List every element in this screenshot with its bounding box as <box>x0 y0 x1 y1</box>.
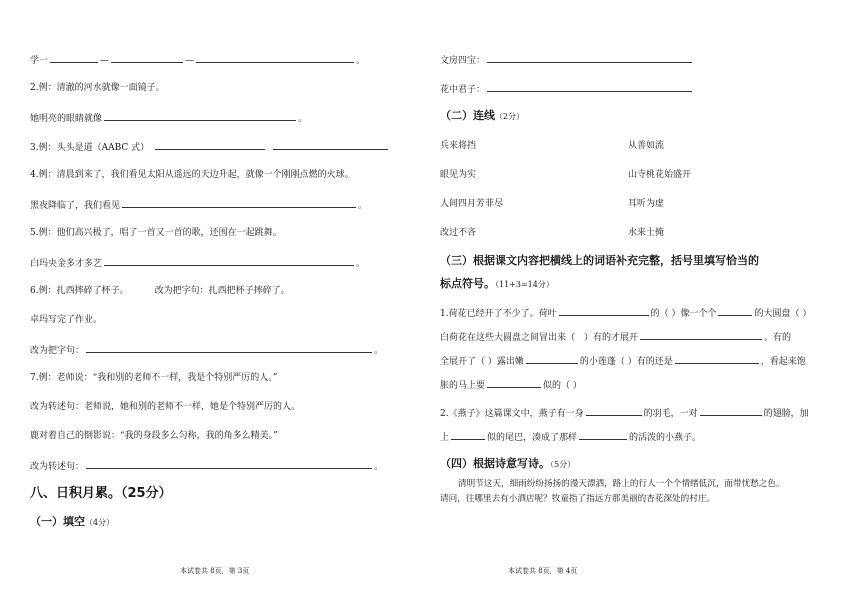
passage-text: 的大圆盘（ ） <box>754 309 812 319</box>
period: 。 <box>374 462 384 472</box>
answer-blank[interactable] <box>718 306 752 316</box>
q1-prefix: 学一 <box>30 56 49 66</box>
answer-blank[interactable] <box>86 459 372 469</box>
subsection-1-title: （一）填空 <box>30 515 85 528</box>
answer-blank[interactable] <box>451 430 485 440</box>
passage-text: 。有的 <box>764 333 792 343</box>
match-left-item[interactable]: 人间四月芳菲尽 <box>440 199 504 209</box>
passage-text: 全展开了（ ）露出嫩 <box>440 357 524 367</box>
passage-text: 白荷花在这些大圆盘之间冒出来（ ）有的才展开 <box>440 333 639 343</box>
passage-text: 的翅膀，加 <box>763 409 809 419</box>
answer-prompt: 改为转述句： <box>30 462 85 472</box>
question-7-sentence: 鹿对着自己的倒影说：“我的身段多么匀称，我的角多么精美。” <box>30 431 278 441</box>
question-6-example: 6.例：扎西摔碎了杯子。 <box>30 286 129 296</box>
subsection-1-score: （4分） <box>85 518 115 527</box>
answer-blank[interactable] <box>526 354 578 364</box>
passage-1-line2 <box>440 330 791 344</box>
match-right-item[interactable]: 从善如流 <box>628 141 665 151</box>
subsection-2-heading <box>440 109 524 124</box>
answer-blank[interactable] <box>487 378 541 388</box>
answer-prompt: 她明亮的眼睛就像 <box>30 114 103 124</box>
passage-2-line2 <box>440 430 701 444</box>
answer-blank[interactable] <box>675 354 759 364</box>
period: 。 <box>356 259 366 269</box>
subsection-2-title: （二）连线 <box>440 109 495 122</box>
match-left-item[interactable]: 改过不吝 <box>440 228 477 238</box>
answer-prompt: 黑夜降临了，我们看见 <box>30 201 121 211</box>
answer-blank[interactable] <box>155 140 265 150</box>
answer-blank[interactable] <box>559 306 649 316</box>
fill-label: 文房四宝： <box>440 56 486 66</box>
passage-text: 胀的马上要 <box>440 381 486 391</box>
question-4-answer <box>30 198 367 212</box>
passage-1-line1 <box>440 306 811 320</box>
period: 。 <box>298 114 308 124</box>
subsection-4-score: （5分） <box>550 460 576 469</box>
passage-text: 的小莲蓬（ ）有的还是 <box>579 357 673 367</box>
passage-text: 2.《燕子》这篇课文中，燕子有一身 <box>440 409 584 419</box>
question-7: 7.例：老师说：“我和别的老师不一样，我是个特别严厉的人。” <box>30 373 278 383</box>
fill-line-1 <box>440 53 694 67</box>
answer-blank[interactable] <box>586 406 642 416</box>
answer-blank[interactable] <box>579 430 627 440</box>
match-left-item[interactable]: 兵来将挡 <box>440 141 477 151</box>
subsection-3-heading-line2 <box>440 277 554 292</box>
answer-blank[interactable] <box>122 198 356 208</box>
match-right-item[interactable]: 山寺桃花始盛开 <box>628 170 692 180</box>
match-right-item[interactable]: 耳听为虚 <box>628 199 665 209</box>
subsection-3-heading-line1: （三）根据课文内容把横线上的词语补充完整，括号里填写恰当的 <box>440 254 759 267</box>
question-4: 4.例：清晨到来了，我们看见太阳从遥远的天边升起，就像一个刚刚点燃的火球。 <box>30 170 354 180</box>
answer-blank[interactable] <box>487 53 692 63</box>
question-2-answer <box>30 111 307 125</box>
fill-label: 花中君子： <box>440 85 486 95</box>
question-3 <box>30 140 390 154</box>
answer-prompt: 白玛央金多才多艺 <box>30 259 103 269</box>
answer-blank[interactable] <box>196 53 354 63</box>
q1-blank-line <box>30 53 365 67</box>
match-left-item[interactable]: 眼见为实 <box>440 170 477 180</box>
subsection-3-title: 标点符号。 <box>440 277 495 290</box>
poem-meaning-line2: 请问，往哪里去有小酒店呢？牧童指了指远方那美丽的杏花深处的村庄。 <box>440 494 716 504</box>
passage-1-line3 <box>440 354 806 368</box>
answer-prompt: 改为把字句： <box>30 346 85 356</box>
answer-blank[interactable] <box>86 343 372 353</box>
question-6 <box>30 285 290 297</box>
passage-text: 似的（ ） <box>543 381 582 391</box>
section-8-heading: 八、日积月累。（25分） <box>30 486 172 501</box>
answer-blank[interactable] <box>700 406 762 416</box>
answer-blank[interactable] <box>104 111 296 121</box>
answer-blank[interactable] <box>640 330 762 340</box>
question-5-answer <box>30 256 365 270</box>
subsection-1-heading <box>30 515 114 530</box>
passage-text: 似的尾巴，凑成了那样 <box>487 433 578 443</box>
question-7-example: 改为转述句：老师说，她和别的老师不一样，她是个特别严厉的人。 <box>30 402 301 412</box>
poem-meaning-line1: 清明节这天，细雨纷纷扬扬的漫天漂洒，路上的行人一个个情绪低沉，面带忧愁之色。 <box>458 479 785 489</box>
fill-line-2 <box>440 82 694 96</box>
subsection-3-score: （11+3=14分） <box>495 280 554 289</box>
subsection-4-title: （四）根据诗意写诗。 <box>440 457 550 470</box>
answer-blank[interactable] <box>487 82 692 92</box>
period: 。 <box>374 346 384 356</box>
match-right-item[interactable]: 水来土掩 <box>628 228 665 238</box>
period: 。 <box>358 201 368 211</box>
page-footer-left: 本试卷共 8页，第 3页 <box>180 567 250 575</box>
answer-blank[interactable] <box>104 256 354 266</box>
question-6-example-answer: 改为把字句：扎西把杯子摔碎了。 <box>154 286 290 296</box>
passage-1-line4 <box>440 378 582 392</box>
question-6-sentence: 卓玛写完了作业。 <box>30 315 103 325</box>
question-6-answer <box>30 343 383 357</box>
passage-text: 上 <box>440 433 450 443</box>
answer-blank[interactable] <box>273 140 388 150</box>
answer-blank[interactable] <box>111 53 183 63</box>
dash: — <box>185 56 195 66</box>
question-2: 2.例：清澈的河水就像一面镜子。 <box>30 83 165 93</box>
page-footer-right: 本试卷共 8页，第 4页 <box>508 567 578 575</box>
period: 。 <box>356 56 366 66</box>
passage-text: ，看起来饱 <box>760 357 806 367</box>
passage-text: 的活泼的小燕子。 <box>629 433 702 443</box>
subsection-2-score: （2分） <box>495 112 525 121</box>
passage-text: 的（ ）像一个个 <box>650 309 717 319</box>
answer-blank[interactable] <box>50 53 98 63</box>
passage-2-line1 <box>440 406 809 420</box>
question-7-answer <box>30 459 383 473</box>
passage-text: 的羽毛，一对 <box>643 409 698 419</box>
question-5: 5.例：他们高兴极了，唱了一首又一首的歌，还围在一起跳舞。 <box>30 228 282 238</box>
subsection-4-heading <box>440 457 575 472</box>
passage-text: 1.荷花已经开了不少了。荷叶 <box>440 309 557 319</box>
dash: — <box>100 56 110 66</box>
question-3-text: 3.例：头头是道（AABC 式） <box>30 143 150 153</box>
